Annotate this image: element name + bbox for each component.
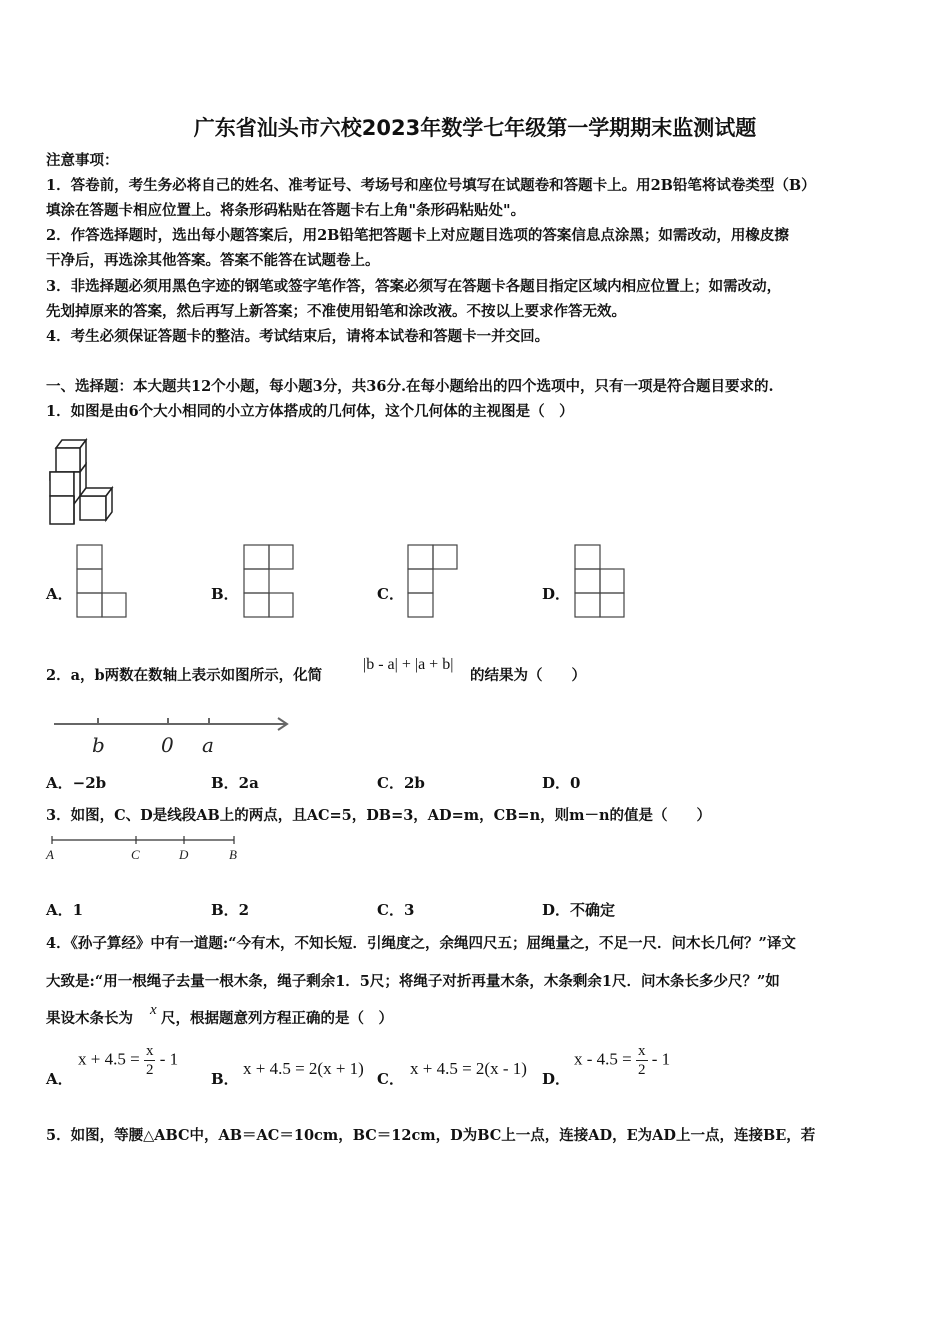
variable-x: x	[150, 1002, 157, 1018]
question-2-text: 2．a，b两数在数轴上表示如图所示，化简	[46, 667, 323, 684]
fraction-denominator: 2	[145, 1062, 154, 1078]
option-c-figure	[407, 544, 459, 618]
option-a-label: A．	[46, 1070, 73, 1088]
page-title: 广东省汕头市六校2023年数学七年级第一学期期末监测试题	[193, 116, 757, 140]
option-b-label: B．	[211, 585, 239, 603]
question-3-text: 3．如图，C、D是线段AB上的两点，且AC=5，DB=3，AD=m，CB=n，则m－n的值是（ ）	[46, 807, 711, 824]
section-heading: 一、选择题：本大题共12个小题，每小题3分，共36分.在每小题给出的四个选项中，只有一项是符合题目要求的.	[46, 378, 774, 395]
notice-line: 先划掉原来的答案，然后再写上新答案；不准使用铅笔和涂改液。不按以上要求作答无效。	[46, 303, 626, 320]
equation-b: x + 4.5 = 2(x + 1)	[243, 1059, 364, 1078]
fraction-numerator: x	[145, 1043, 154, 1059]
option-d-label: D．	[542, 1070, 571, 1088]
question-4-line: 大致是:“用一根绳子去量一根木条，绳子剩余1．5尺；将绳子对折再量木条，木条剩余1尺．问木条长多少尺？”如	[46, 973, 780, 990]
equation-c: x + 4.5 = 2(x - 1)	[410, 1059, 527, 1078]
option-b-label: B．	[211, 1070, 239, 1088]
equation-d-right: - 1	[651, 1049, 671, 1069]
question-5-text: 5．如图，等腰△ABC中，AB＝AC＝10cm，BC＝12cm，D为BC上一点，连接AD，E为AD上一点，连接BE，若	[46, 1127, 816, 1144]
notice-line: 填涂在答题卡相应位置上。将条形码粘贴在答题卡右上角"条形码粘贴处"。	[46, 202, 526, 219]
segment-figure	[44, 832, 244, 866]
point-label-a: A	[46, 847, 54, 862]
question-2-text-end: 的结果为（ ）	[470, 667, 586, 684]
question-4-line-end: 尺，根据题意列方程正确的是（ ）	[161, 1010, 393, 1027]
option-a: A．−2b	[46, 774, 107, 792]
fraction-denominator: 2	[638, 1062, 646, 1078]
option-c: C．2b	[377, 774, 425, 792]
notice-line: 干净后，再选涂其他答案。答案不能答在试题卷上。	[46, 252, 380, 269]
option-a: A．1	[46, 901, 84, 919]
option-d: D．不确定	[542, 901, 616, 919]
axis-label-a: a	[202, 733, 214, 757]
equation-a-left: x + 4.5 =	[78, 1049, 140, 1069]
question-4-line: 果设木条长为	[46, 1010, 133, 1027]
axis-label-b: b	[92, 733, 105, 757]
question-1-text: 1．如图是由6个大小相同的小立方体搭成的几何体，这个几何体的主视图是（ ）	[46, 403, 574, 420]
fraction-numerator: x	[638, 1043, 646, 1059]
notice-heading: 注意事项：	[46, 152, 119, 169]
option-c: C．3	[377, 901, 415, 919]
notice-line: 2．作答选择题时，选出每小题答案后，用2B铅笔把答题卡上对应题目选项的答案信息点涂黑；如需改动，用橡皮擦	[46, 227, 789, 244]
option-a-label: A．	[46, 585, 73, 603]
fraction	[144, 1042, 156, 1079]
equation-d-left: x - 4.5 =	[574, 1049, 632, 1069]
option-d-label: D．	[542, 585, 571, 603]
number-line	[54, 712, 294, 756]
option-c-label: C．	[377, 1070, 404, 1088]
option-d: D．0	[542, 774, 581, 792]
notice-line: 3．非选择题必须用黑色字迹的钢笔或签字笔作答，答案必须写在答题卡各题目指定区域内相应位置上；如需改动，	[46, 278, 782, 295]
option-b-figure	[243, 544, 295, 618]
option-b: B．2	[211, 901, 250, 919]
option-b: B．2a	[211, 774, 259, 792]
option-d-figure	[574, 544, 626, 618]
notice-line: 1．答卷前，考生务必将自己的姓名、准考证号、考场号和座位号填写在试题卷和答题卡上。用2B铅笔将试卷类型（B）	[46, 177, 816, 194]
equation-a-right: - 1	[159, 1049, 179, 1069]
point-label-d: D	[179, 847, 189, 862]
cube-figure	[44, 434, 124, 530]
fraction	[636, 1042, 648, 1079]
absolute-value-expression: |b - a| + |a + b|	[363, 656, 454, 673]
notice-line: 4．考生必须保证答题卡的整洁。考试结束后，请将本试卷和答题卡一并交回。	[46, 328, 550, 345]
option-c-label: C．	[377, 585, 404, 603]
option-a-figure	[76, 544, 128, 618]
equation-d	[574, 1042, 670, 1079]
axis-label-0: 0	[161, 733, 174, 757]
point-label-b: B	[229, 847, 237, 862]
question-4-line: 4．《孙子算经》中有一道题:“今有木，不知长短．引绳度之，余绳四尺五；屈绳量之，不足一尺．问木长几何？”译文	[46, 935, 796, 952]
point-label-c: C	[131, 847, 140, 862]
equation-a	[78, 1042, 178, 1079]
